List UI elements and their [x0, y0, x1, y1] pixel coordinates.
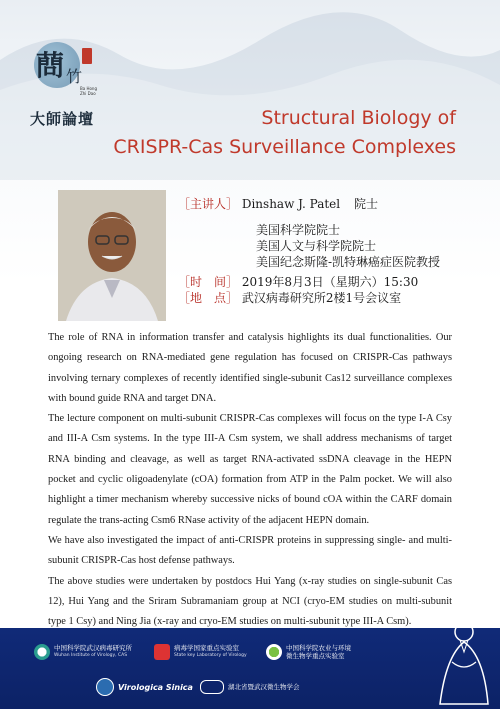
- speaker-row: [178, 196, 440, 212]
- skl-logo-icon: [154, 644, 170, 660]
- speaker-label: ［主讲人］: [178, 197, 239, 211]
- sponsor-wiv-cn: 中国科学院武汉病毒研究所: [54, 644, 132, 652]
- affiliation-3: 美国纪念斯隆-凯特琳癌症医院教授: [256, 255, 441, 269]
- speaker-portrait-icon: [58, 190, 166, 321]
- forum-logo: [28, 42, 100, 126]
- sponsor-skl-en: State key Laboratory of Virology: [174, 653, 247, 658]
- sponsor-footer: [0, 628, 500, 709]
- sponsor-virologica-name: Virologica Sinica: [118, 682, 193, 692]
- sponsor-skl-cn: 病毒学国家重点实验室: [174, 644, 239, 652]
- sponsor-agri-cn-2: 微生物学重点实验室: [286, 652, 345, 660]
- place-value: 武汉病毒研究所2楼1号会议室: [241, 291, 402, 305]
- abstract-paragraph-1: The role of RNA in information transfer and catalysis highlights its dual functionalities. Our ongoing research on RNA-mediated gene regulation has focused on CRISPR-Cas pathways involving ternary complexes of recently identified single-subunit Cas12 surveillance complexes with bound guide RNA and target DNA.: [48, 332, 452, 404]
- speaker-honor: 院士: [353, 197, 378, 211]
- sponsor-wiv-en: Wuhan Institute of Virology, CAS: [54, 653, 128, 658]
- forum-name: 大師論壇: [30, 110, 95, 128]
- logo-seal-icon: [82, 48, 92, 64]
- sponsor-wiv: [34, 644, 132, 660]
- society-logo-icon: [200, 680, 224, 694]
- virologica-logo-icon: [96, 678, 114, 696]
- abstract-paragraph-4: The above studies were undertaken by postdocs Hui Yang (x-ray studies on single-subunit Cas 12), Hui Yang and the Sriram Subramaniam group at NCI (cryo-EM studies on multi-subunit type 1 Csy) and Ning Jia (x-ray and cryo-EM studies on multi-subunit type III-A Csm).: [48, 575, 452, 628]
- logo-calligraphy-2: 竹: [66, 67, 83, 86]
- speaker-photo: [58, 190, 166, 321]
- sponsor-society: [200, 680, 300, 694]
- speaker-info: [178, 196, 440, 306]
- affiliation-2: 美国人文与科学院院士: [256, 239, 377, 253]
- sponsor-skl: [154, 644, 247, 660]
- agri-logo-icon: [266, 644, 282, 660]
- scholar-figure-icon: [424, 616, 494, 708]
- abstract-paragraph-3: We have also investigated the impact of anti-CRISPR proteins in suppressing single- and multi-subunit CRISPR-Cas host defense pathways.: [48, 534, 452, 567]
- speaker-name: Dinshaw J. Patel: [241, 197, 341, 211]
- time-value: 2019年8月3日（星期六）15:30: [241, 275, 419, 289]
- wiv-logo-icon: [34, 644, 50, 660]
- sponsor-virologica: [96, 678, 193, 696]
- time-row: [178, 274, 440, 290]
- sponsor-agri-cn-1: 中国科学院农业与环境: [286, 644, 351, 652]
- title-line-1: Structural Biology of: [261, 107, 456, 129]
- sponsor-society-name: 湖北省暨武汉微生物学会: [228, 683, 300, 691]
- abstract-paragraph-2: The lecture component on multi-subunit CRISPR-Cas complexes will focus on the type I-A Csy and III-A Csm systems. In the type III-A Csm system, we shall address mechanisms of target RNA binding and cleavage, as well as target RNA-activated ssDNA cleavage in the HEPN pocket and cyclic oligoadenylate (cOA) formation from ATP in the Palm pocket. We will also highlight a timer mechanism whereby successive nicks of bound cOA within the CARF domain regulate the trans-acting Csm6 RNase activity of the adjacent HEPN domain.: [48, 413, 452, 526]
- logo-small-text: Ba Hong Zhi Dao: [80, 86, 97, 96]
- place-label: ［地 点］: [178, 291, 239, 305]
- lecture-title: [113, 104, 456, 162]
- logo-calligraphy-1: 蔄: [36, 49, 65, 82]
- abstract: [48, 328, 452, 632]
- title-line-2: CRISPR-Cas Surveillance Complexes: [113, 136, 456, 158]
- time-label: ［时 间］: [178, 275, 239, 289]
- sponsor-agri: [266, 644, 351, 660]
- affiliation-1: 美国科学院院士: [256, 223, 341, 237]
- place-row: [178, 290, 440, 306]
